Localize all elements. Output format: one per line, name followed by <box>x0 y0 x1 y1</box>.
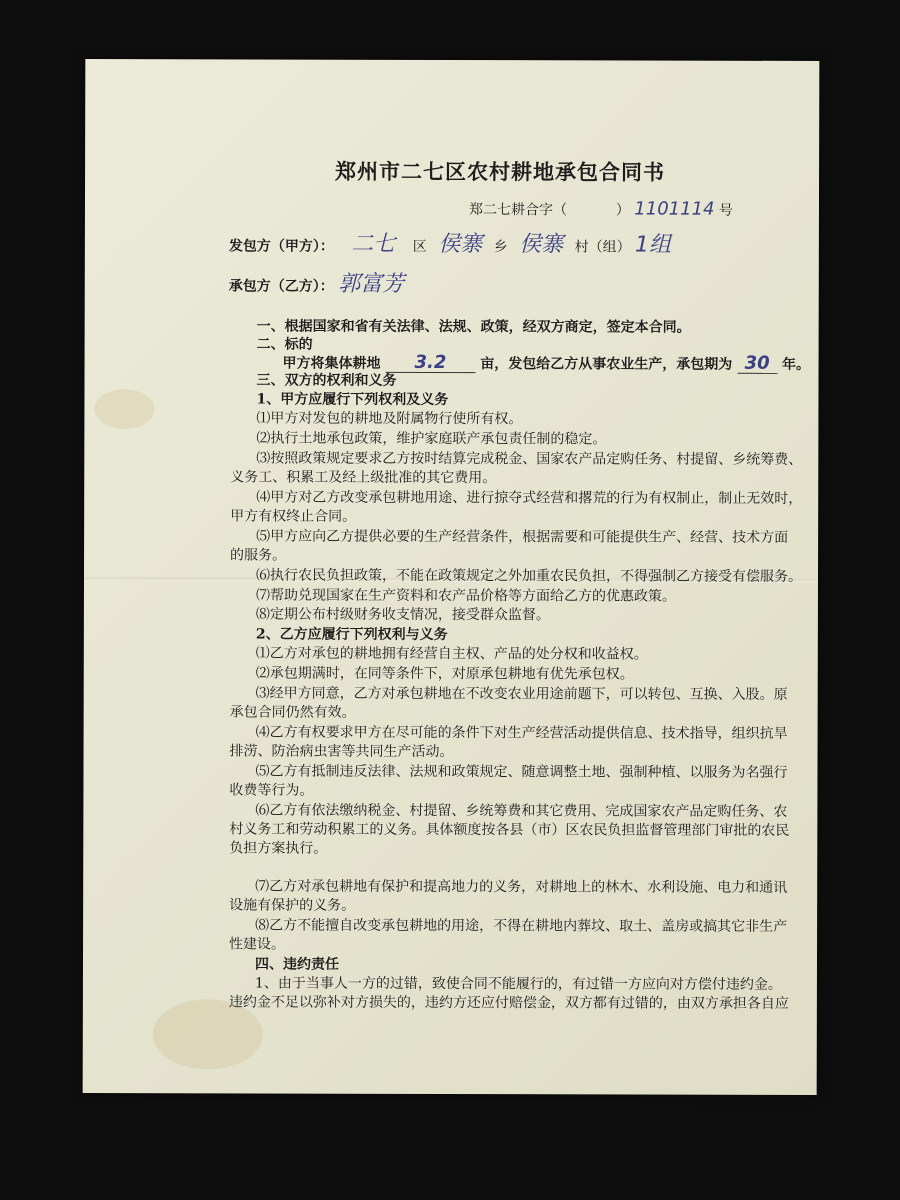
clause-a6: ⑹执行农民负担政策，不能在政策规定之外加重农民负担，不得强制乙方接受有偿服务。 <box>255 567 803 585</box>
clause-b1: ⑴乙方对承包的耕地拥有经营自主权、产品的处分权和收益权。 <box>255 645 648 663</box>
clause-a2: ⑵执行土地承包政策，维护家庭联产承包责任制的稳定。 <box>256 430 607 448</box>
doc-no-paren: ） <box>615 202 630 219</box>
clause-b6-line1: ⑹乙方有依法缴纳税金、村提留、乡统筹费和其它费用、完成国家农产品定购任务、农 <box>255 802 788 820</box>
section-3-heading: 三、双方的权利和义务 <box>256 372 397 389</box>
party-a-district-suffix: 区 <box>412 238 427 255</box>
party-a-district: 二七 <box>351 231 396 257</box>
party-a-line <box>228 231 672 258</box>
clause-b3-line2: 承包合同仍然有效。 <box>229 704 356 721</box>
clause-b2: ⑵承包期满时，在同等条件下，对原承包耕地有优先承包权。 <box>255 665 634 683</box>
section-4-heading: 四、违约责任 <box>254 956 340 973</box>
party-a-label: 发包方（甲方）： <box>228 238 334 255</box>
party-b-name: 郭富芳 <box>338 271 405 297</box>
document-number <box>469 200 733 220</box>
doc-no-prefix: 郑二七耕合字（ <box>468 202 567 219</box>
section-2-heading: 二、标的 <box>256 336 313 353</box>
clause-a4-line1: ⑷甲方对乙方改变承包耕地用途、进行掠夺式经营和撂荒的行为有权制止，制止无效时， <box>256 489 803 507</box>
section-1: 一、根据国家和省有关法律、法规、政策，经双方商定，签定本合同。 <box>256 318 691 336</box>
clause-a1: ⑴甲方对发包的耕地及附属物行使所有权。 <box>256 410 523 428</box>
section-3-1-heading: 1、甲方应履行下列权利及义务 <box>256 391 449 408</box>
clause-b5-line2: 收费等行为。 <box>229 782 314 799</box>
party-a-village: 侯寨 <box>519 232 564 258</box>
clause-b8-line1: ⑻乙方不能擅自改变承包耕地的用途，不得在耕地内葬坟、取土、盖房或搞其它非生产 <box>255 917 788 935</box>
farmland-area: 3.2 <box>385 354 475 373</box>
clause-c2: 违约金不足以弥补对方损失的，违约方还应付赔偿金，双方都有过错的，由双方承担各自应 <box>228 994 789 1012</box>
paper-stain <box>94 389 154 429</box>
doc-no-number: 1101114 <box>634 198 715 220</box>
clause-b6-line3: 负担方案执行。 <box>229 840 328 857</box>
clause-b4-line1: ⑷乙方有权要求甲方在尽可能的条件下对生产经营活动提供信息、技术指导，组织抗旱 <box>255 724 788 742</box>
clause-b5-line1: ⑸乙方有抵制违反法律、法规和政策规定、随意调整土地、强制种植、以服务为名强行 <box>255 763 788 781</box>
clause-b8-line2: 性建设。 <box>229 936 286 953</box>
section-2-text-b: 亩，发包给乙方从事农业生产，承包期为 <box>480 356 733 373</box>
section-2-text-c: 年。 <box>782 356 811 373</box>
party-b-label: 承包方（乙方）： <box>228 278 334 295</box>
section-2-text-a: 甲方将集体耕地 <box>282 355 381 372</box>
clause-a5-line2: 的服务。 <box>230 547 287 564</box>
party-a-village-suffix: 村（组） <box>574 239 631 256</box>
party-a-town: 侯寨 <box>438 231 483 258</box>
party-a-group: 1组 <box>635 232 672 258</box>
clause-c1: 1、由于当事人一方的过错，致使合同不能履行的，有过错一方应向对方偿付违约金。 <box>254 975 782 993</box>
clause-a3-line2: 义务工、积累工及经上级批准的其它费用。 <box>230 469 497 487</box>
clause-a3-line1: ⑶按照政策规定要求乙方按时结算完成税金、国家农产品定购任务、村提留、乡统筹费、 <box>256 450 803 468</box>
clause-b7-line2: 设施有保护的义务。 <box>229 897 356 914</box>
contract-page <box>83 59 820 1095</box>
party-b-line <box>228 271 405 297</box>
section-3-2-heading: 2、乙方应履行下列权利与义务 <box>255 626 448 643</box>
doc-no-suffix: 号 <box>718 202 733 219</box>
clause-a7: ⑺帮助兑现国家在生产资料和农产品价格等方面给乙方的优惠政策。 <box>255 587 676 605</box>
contract-term: 30 <box>737 355 777 374</box>
clause-b7-line1: ⑺乙方对承包耕地有保护和提高地力的义务，对耕地上的林木、水利设施、电力和通讯 <box>255 878 788 896</box>
clause-b4-line2: 排涝、防治病虫害等共同生产活动。 <box>229 743 454 761</box>
party-a-town-suffix: 乡 <box>493 239 508 256</box>
contract-title: 郑州市二七区农村耕地承包合同书 <box>335 158 666 185</box>
clause-b6-line2: 村义务工和劳动积累工的义务。具体额度按各县（市）区农民负担监督管理部门审批的农民 <box>229 821 790 839</box>
clause-a4-line2: 甲方有权终止合同。 <box>230 508 357 525</box>
clause-b3-line1: ⑶经甲方同意，乙方对承包耕地在不改变农业用途前题下，可以转包、互换、入股。原 <box>255 685 788 703</box>
clause-a8: ⑻定期公布村级财务收支情况，接受群众监督。 <box>255 606 550 624</box>
clause-a5-line1: ⑸甲方应向乙方提供必要的生产经营条件，根据需要和可能提供生产、经营、技术方面 <box>256 528 789 546</box>
